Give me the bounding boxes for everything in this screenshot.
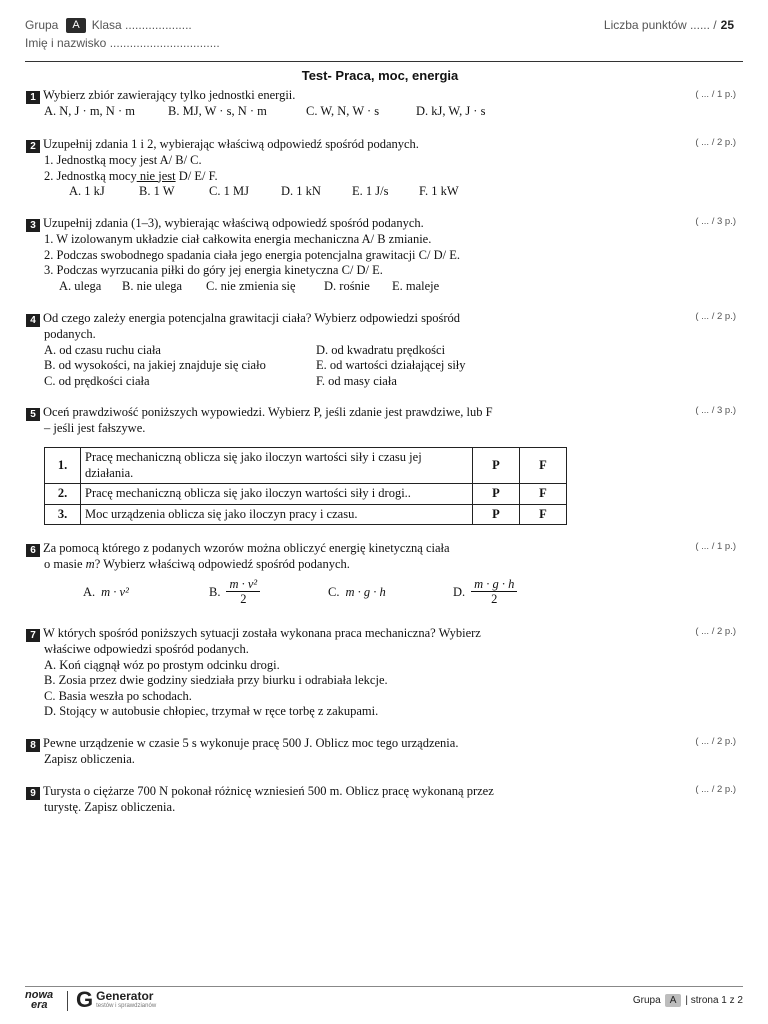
sentence-3: 3. Podczas wyrzucania piłki do góry jej energia kinetyczna C/ D/ E. (44, 263, 383, 277)
question-number: 4 (26, 314, 40, 327)
question-text: Za pomocą którego z podanych wzorów można obliczyć energię kinetyczną ciała (43, 541, 450, 555)
sentence-2 (26, 169, 586, 185)
sentence-2-underlined: nie jest (136, 168, 176, 183)
option-c: C. od prędkości ciała (44, 373, 150, 388)
option-a: A. Koń ciągnął wóz po prostym odcinku drogi. (44, 657, 280, 672)
denominator: 2 (491, 592, 498, 606)
option-a: A. od czasu ruchu ciała (44, 342, 161, 357)
question-text: Oceń prawdziwość poniższych wypowiedzi. Wybierz P, jeśli zdanie jest prawdziwe, lub F (43, 405, 493, 419)
question-text: Pewne urządzenie w czasie 5 s wykonuje pracę 500 J. Oblicz moc tego urządzenia. (43, 736, 459, 750)
question-number: 7 (26, 629, 40, 642)
formula: m · g · h (345, 584, 386, 599)
formula-fraction (226, 577, 260, 607)
option-label: D. (453, 584, 466, 599)
option-label: C. (328, 584, 340, 599)
table-row (45, 448, 567, 484)
generator-logo (76, 989, 156, 1011)
table-row (45, 484, 567, 505)
question-text: Uzupełnij zdania (1–3), wybierając właściwą odpowiedź spośród podanych. (43, 216, 424, 230)
true-option[interactable]: P (473, 504, 520, 525)
sentence-2-end: D/ E/ F. (175, 168, 218, 183)
text-start: o masie (44, 557, 86, 571)
question-4 (26, 311, 586, 389)
row-number: 2. (45, 484, 81, 505)
sentence-2: 2. Podczas swobodnego spadania ciała jego energia potencjalna grawitacji C/ D/ E. (44, 247, 460, 262)
generator-wordmark (96, 990, 156, 1010)
question-7 (26, 626, 586, 720)
points-box-q9: ( ... / 2 p.) (695, 784, 736, 795)
formula: m · v² (101, 584, 129, 599)
option-b: B. 1 W (139, 184, 175, 198)
question-text: W których spośród poniższych sytuacji została wykonana praca mechaniczna? Wybierz (43, 626, 481, 640)
option-f: F. od masy ciała (315, 373, 397, 388)
question-number: 9 (26, 787, 40, 800)
table-row (45, 504, 567, 525)
option-a: A. ulega (59, 278, 102, 293)
question-text: Od czego zależy energia potencjalna grawitacji ciała? Wybierz odpowiedzi spośród (43, 311, 461, 325)
name-row (25, 34, 734, 52)
option-d: D. od kwadratu prędkości (315, 342, 446, 357)
logo-separator (67, 991, 68, 1011)
footer-group-label: Grupa (632, 995, 661, 1006)
option-label: B. (209, 584, 221, 599)
question-6 (26, 541, 586, 573)
statement: Pracę mechaniczną oblicza się jako iloczyn wartości siły i czasu jej działania. (81, 448, 473, 484)
denominator: 2 (240, 592, 247, 606)
test-title: Test- Praca, moc, energia (301, 68, 459, 83)
points-total: 25 (720, 18, 734, 32)
question-3 (26, 216, 586, 294)
page-number: | strona 1 z 2 (685, 995, 743, 1006)
group-badge: A (66, 18, 85, 33)
statement: Moc urządzenia oblicza się jako iloczyn pracy i czasu. (81, 504, 473, 525)
points-box-q6: ( ... / 1 p.) (695, 541, 736, 552)
points-box-q3: ( ... / 3 p.) (695, 216, 736, 227)
question-1 (26, 88, 586, 120)
question-text: Uzupełnij zdania 1 i 2, wybierając właściwą odpowiedź spośród podanych. (43, 137, 419, 151)
logo-line-1: nowa (25, 989, 54, 1001)
false-option[interactable]: F (520, 484, 567, 505)
option-label: A. (83, 584, 96, 599)
sentence-1: 1. W izolowanym układzie ciał całkowita energia mechaniczna A/ B zmianie. (44, 232, 432, 246)
question-text: Wybierz zbiór zawierający tylko jednostki energii. (43, 88, 296, 102)
class-label: Klasa .................... (91, 18, 192, 32)
answer-column-left (44, 343, 316, 390)
question-5 (26, 405, 586, 437)
sentence-1: 1. Jednostką mocy jest A/ B/ C. (44, 153, 202, 167)
question-2 (26, 137, 586, 200)
option-d: D. rośnie (324, 278, 370, 293)
row-number: 1. (45, 448, 81, 484)
option-b (209, 576, 260, 608)
option-c: C. W, N, W · s (306, 104, 380, 118)
group-label: Grupa (25, 18, 59, 32)
footer-group-badge: A (665, 994, 682, 1007)
logo-line-2: era (31, 999, 48, 1011)
formula-options (83, 576, 553, 612)
question-9 (26, 784, 586, 816)
option-c: C. nie zmienia się (206, 278, 296, 293)
points-box-q8: ( ... / 2 p.) (695, 736, 736, 747)
question-number: 6 (26, 544, 40, 557)
question-number: 3 (26, 219, 40, 232)
formula-fraction (471, 577, 517, 607)
numerator: m · g · h (471, 577, 517, 592)
page-header (25, 16, 734, 52)
true-option[interactable]: P (473, 484, 520, 505)
header-divider (25, 61, 743, 62)
option-c: C. Basia weszła po schodach. (44, 688, 192, 703)
row-number: 3. (45, 504, 81, 525)
answer-columns (26, 343, 586, 390)
option-c: C. 1 MJ (209, 184, 249, 198)
false-option[interactable]: F (520, 504, 567, 525)
option-a: A. 1 kJ (69, 184, 105, 198)
option-b: B. nie ulega (122, 278, 183, 293)
option-d: D. Stojący w autobusie chłopiec, trzymał w ręce torbę z zakupami. (44, 704, 379, 718)
answer-column-right (316, 343, 586, 390)
question-text-cont: – jeśli jest fałszywe. (44, 421, 146, 435)
option-f: F. 1 kW (419, 184, 459, 198)
answer-options (26, 184, 586, 200)
question-text-cont (26, 557, 586, 573)
option-d: D. kJ, W, J · s (416, 104, 486, 118)
option-e: E. 1 J/s (352, 184, 389, 198)
question-number: 1 (26, 91, 40, 104)
question-number: 8 (26, 739, 40, 752)
question-text: Turysta o ciężarze 700 N pokonał różnicę wzniesień 500 m. Oblicz pracę wykonaną przez (43, 784, 494, 798)
question-text-cont: właściwe odpowiedzi spośród podanych. (44, 642, 249, 656)
false-option[interactable]: F (520, 448, 567, 484)
question-number: 2 (26, 140, 40, 153)
option-a (83, 576, 129, 608)
answer-options (26, 279, 586, 295)
option-a: A. N, J · m, N · m (44, 104, 135, 118)
option-b: B. MJ, W · s, N · m (168, 104, 267, 118)
points-summary (604, 16, 734, 34)
points-box-q4: ( ... / 2 p.) (695, 311, 736, 322)
question-number: 5 (26, 408, 40, 421)
true-false-table (44, 447, 567, 525)
question-text-cont: Zapisz obliczenia. (44, 752, 135, 766)
option-d: D. 1 kN (281, 184, 321, 198)
points-box-q7: ( ... / 2 p.) (695, 626, 736, 637)
option-c (328, 576, 386, 608)
page-footer-info (633, 994, 743, 1007)
question-8 (26, 736, 586, 768)
answer-options (26, 104, 586, 120)
text-end: ? Wybierz właściwą odpowiedź spośród podanych. (94, 557, 350, 571)
option-e: E. maleje (392, 278, 440, 293)
statement: Pracę mechaniczną oblicza się jako iloczyn wartości siły i drogi.. (81, 484, 473, 505)
question-text-cont: turystę. Zapisz obliczenia. (44, 800, 176, 814)
sentence-2-start: 2. Jednostką mocy (44, 168, 137, 183)
option-e: E. od wartości działającej siły (315, 358, 466, 372)
nowa-era-logo (25, 990, 53, 1010)
footer-divider (25, 986, 743, 987)
points-box-q1: ( ... / 1 p.) (695, 89, 736, 100)
question-text-cont: podanych. (44, 327, 96, 341)
generator-g-icon: G (76, 987, 94, 1012)
numerator: m · v² (226, 577, 260, 592)
option-b: B. od wysokości, na jakiej znajduje się ciało (44, 358, 266, 372)
option-b: B. Zosia przez dwie godziny siedziała przy biurku i odrabiała lekcje. (44, 673, 388, 687)
generator-title: Generator (96, 989, 154, 1003)
points-label: Liczba punktów ...... / (603, 18, 717, 32)
true-option[interactable]: P (473, 448, 520, 484)
points-box-q5: ( ... / 3 p.) (695, 405, 736, 416)
option-d (453, 576, 517, 608)
generator-subtitle: testów i sprawdzianów (96, 1003, 157, 1009)
points-box-q2: ( ... / 2 p.) (695, 137, 736, 148)
mass-symbol: m (85, 557, 95, 571)
name-label: Imię i nazwisko ................................. (25, 36, 220, 50)
